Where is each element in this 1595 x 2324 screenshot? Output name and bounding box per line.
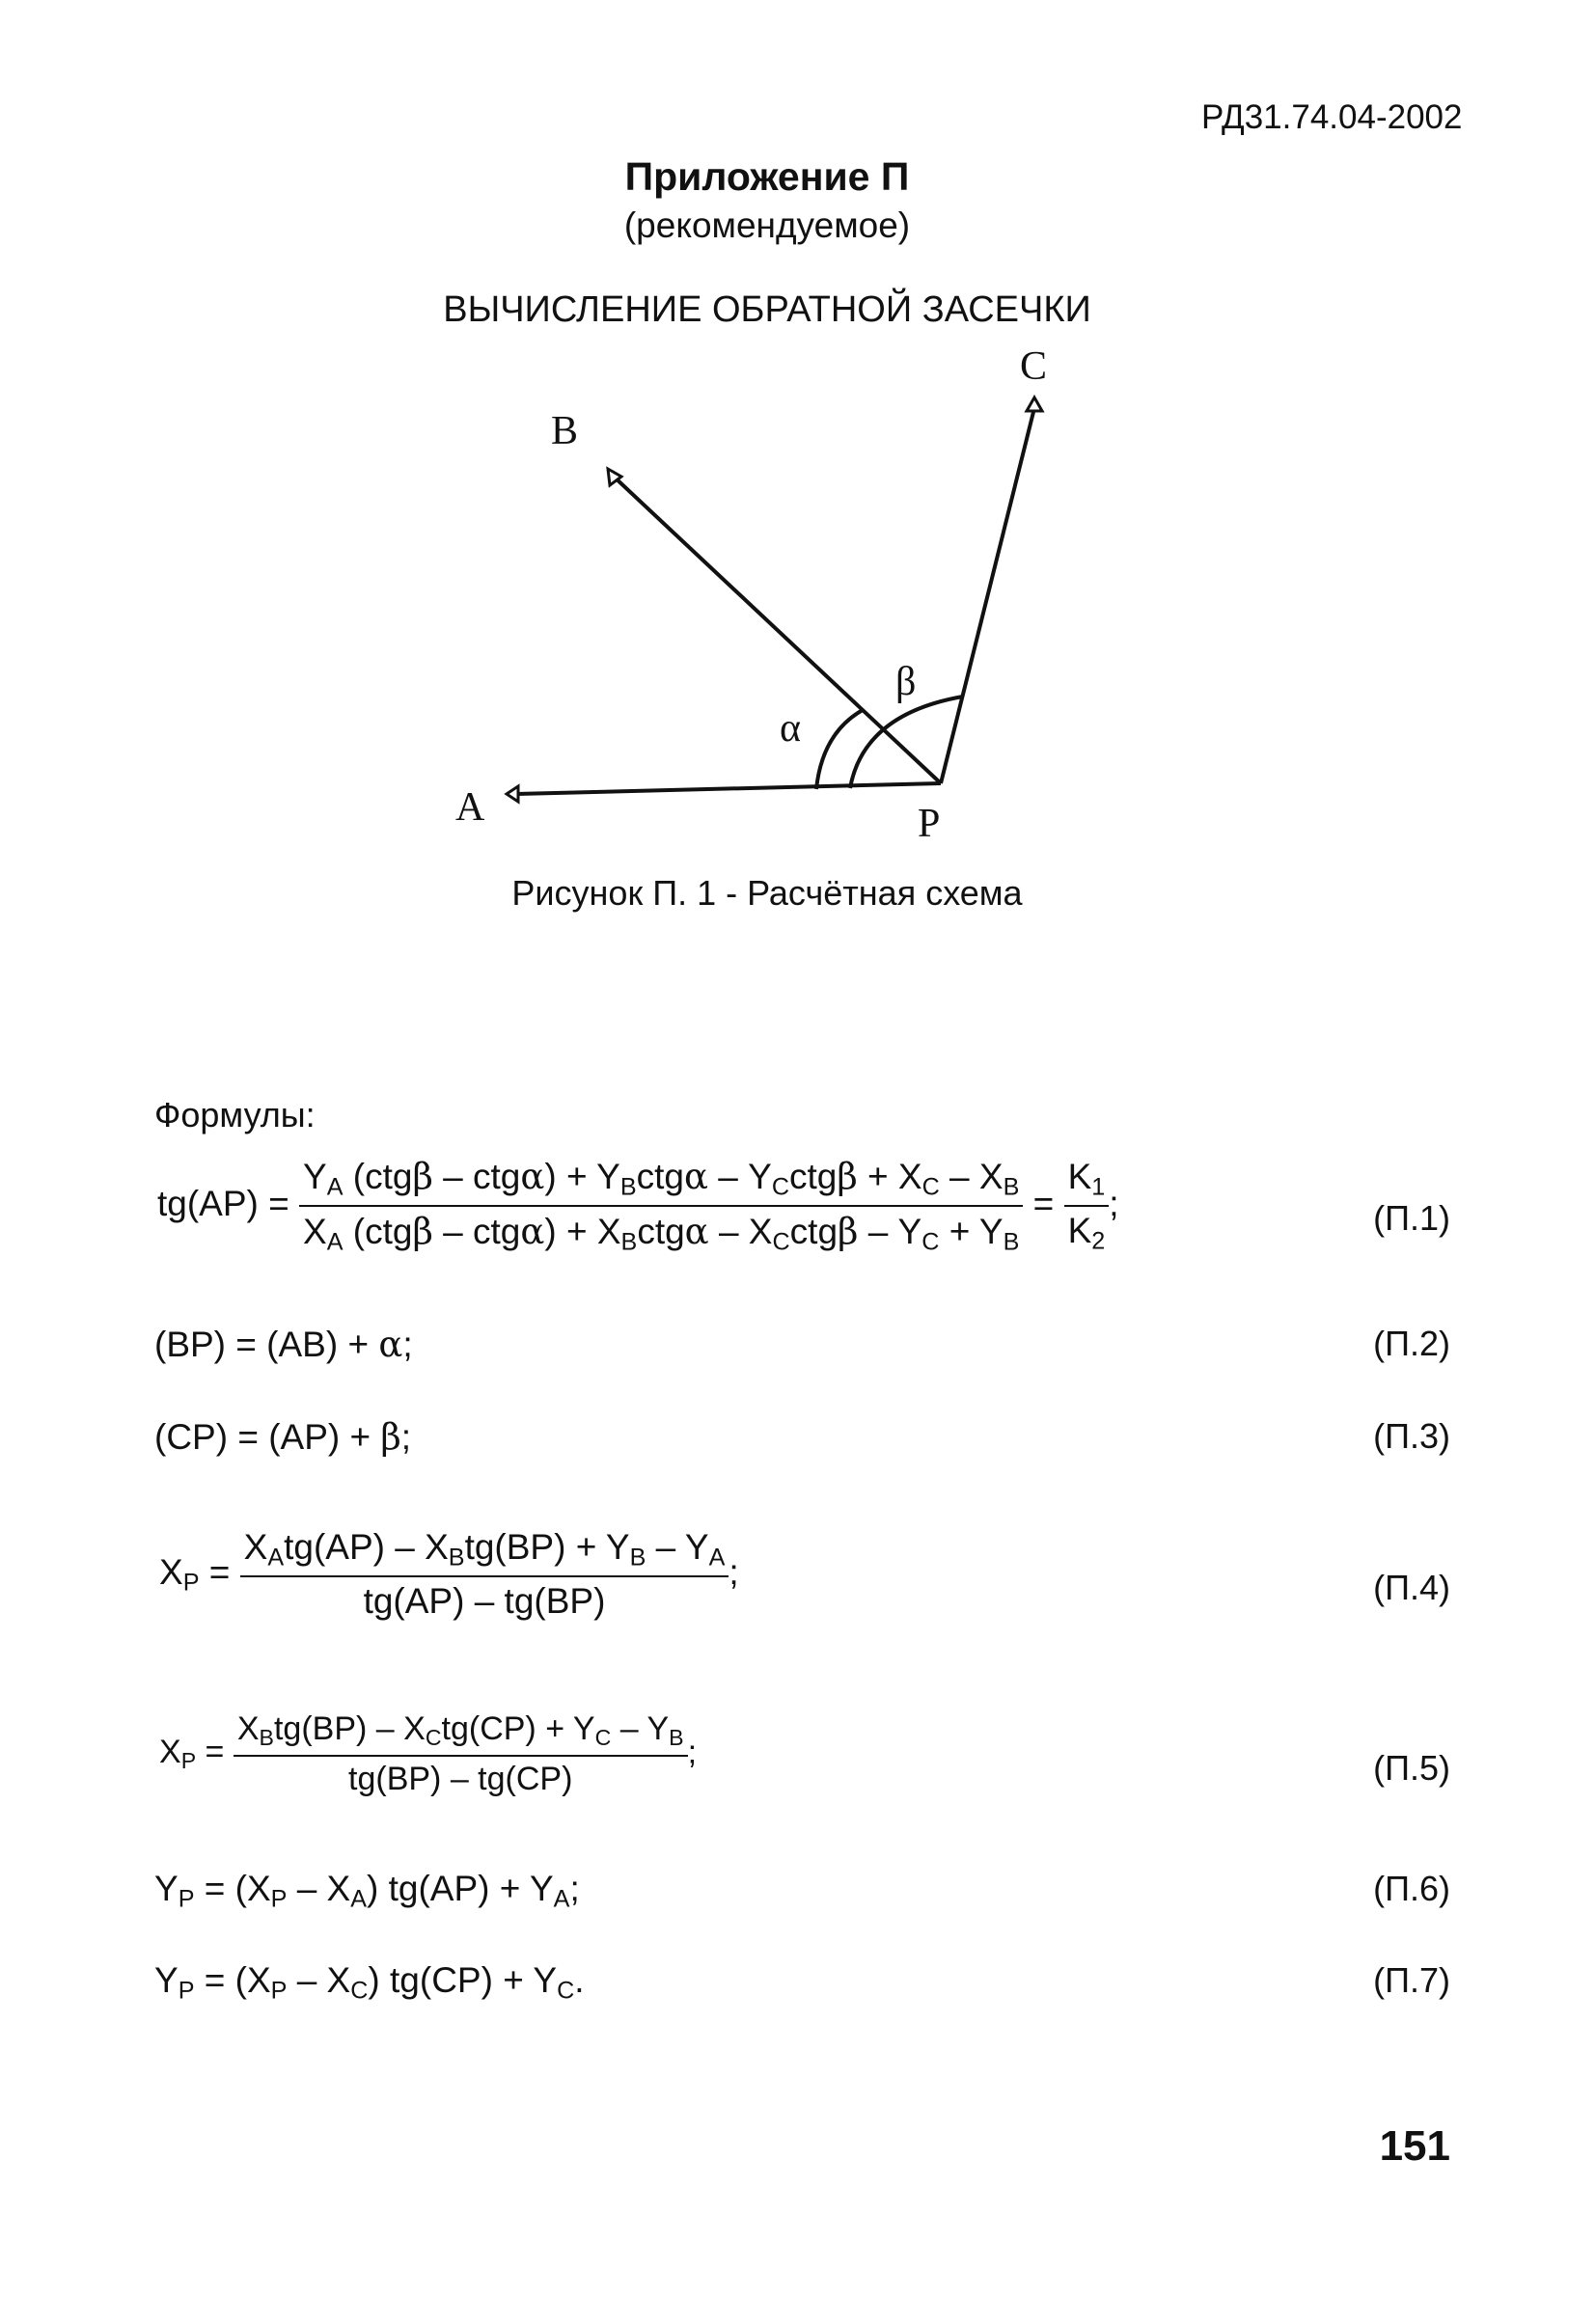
equation-number-p6: (П.6) [1373, 1869, 1450, 1908]
figure-caption: Рисунок П. 1 - Расчётная схема [511, 873, 1023, 913]
label-beta: β [895, 660, 917, 704]
equation-number-p5: (П.5) [1373, 1748, 1450, 1788]
appendix-title: Приложение П [624, 154, 910, 199]
equation-p6: $Y_P = (X_P - X_A) tg(AP) + Y_A$; [154, 1869, 580, 1913]
page-number: 151 [1379, 2122, 1450, 2170]
marker-a-icon [507, 786, 518, 802]
formulas-label: Формулы: [154, 1095, 316, 1135]
resection-diagram [0, 328, 1595, 868]
equation-number-p1: (П.1) [1373, 1198, 1450, 1238]
arc-beta [850, 697, 963, 788]
line-a-p [516, 783, 941, 794]
equation-number-p7: (П.7) [1373, 1960, 1450, 2000]
equation-number-p3: (П.3) [1373, 1416, 1450, 1456]
document-number: РД31.74.04-2002 [1201, 98, 1463, 136]
equation-number-p2: (П.2) [1373, 1324, 1450, 1363]
equation-p4: $X_P$ = $\frac{X_Atg(AP) - X_Btg(BP) + Y_B - Y_A}{tg(AP) - tg(BP)}$ ; [159, 1527, 739, 1622]
equation-number-p4: (П.4) [1373, 1568, 1450, 1607]
equation-p2: (BP) = (AB) + α; [154, 1324, 413, 1365]
equation-p7: $Y_P = (X_P - X_C) tg(CP) + Y_C$. [154, 1960, 585, 2005]
label-b: B [551, 409, 579, 453]
arc-alpha [816, 710, 863, 789]
label-c: C [1020, 344, 1048, 389]
marker-c-icon [1027, 397, 1042, 411]
equation-p5: $X_P$ = $\frac{X_Btg(BP) - X_Ctg(CP) + Y_C - Y_B}{tg(BP) - tg(CP)}$ ; [159, 1710, 698, 1797]
equation-p3: (CP) = (AP) + β; [154, 1416, 412, 1458]
label-alpha: α [780, 706, 802, 751]
section-title: ВЫЧИСЛЕНИЕ ОБРАТНОЙ ЗАСЕЧКИ [443, 289, 1091, 330]
line-b-p [613, 476, 941, 783]
equation-p1: tg(AP) = $\frac{Y_A (ctg\beta - ctg\alpha) + Y_Bctg\alpha - Y_Cctg\beta + X_C - X_B}{X_A (ctg\beta - ctg\alpha) + X_Bctg\alpha - X_Cctg\beta - Y_C + Y_B}$ = $\frac{K_1}{K_2}$ ; [157, 1156, 1119, 1256]
label-a: A [455, 785, 485, 830]
line-c-p [941, 408, 1034, 783]
appendix-subtitle: (рекомендуемое) [623, 205, 911, 245]
label-p: P [918, 802, 941, 846]
